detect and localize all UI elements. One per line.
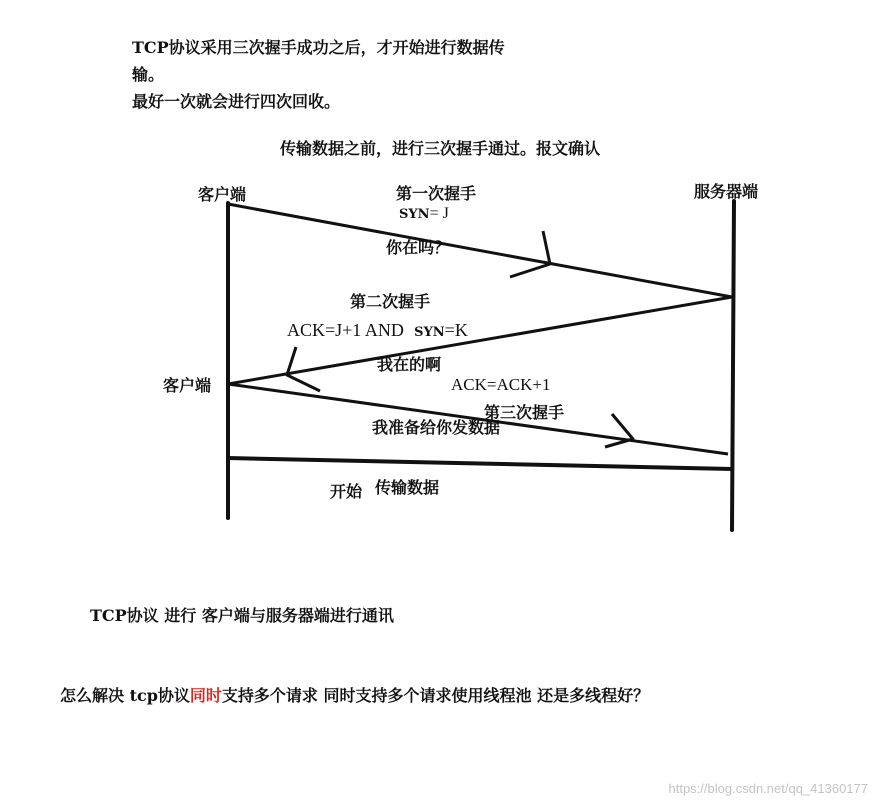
syn-label: SYN [414, 325, 445, 340]
question-highlight: 同时 [189, 686, 222, 705]
watermark: https://blog.csdn.net/qq_41360177 [668, 781, 868, 796]
client-label-mid: 客户端 [163, 376, 212, 395]
diagram-heading: 传输数据之前，进行三次握手通过。报文确认 [280, 139, 601, 158]
second-handshake-ack [287, 321, 468, 340]
transfer-label: 传输数据 [375, 478, 440, 497]
third-handshake-arrowhead [605, 414, 633, 447]
third-handshake-message: 我准备给你发数据 [372, 418, 501, 437]
first-handshake-message: 你在吗？ [386, 238, 451, 257]
intro-line-1: TCP协议采用三次握手成功之后，才开始进行数据传 [132, 38, 505, 57]
intro-line-2: 输。 [132, 65, 165, 84]
server-lifeline [732, 201, 734, 530]
first-handshake-line [228, 204, 732, 297]
summary-text: TCP协议 进行 客户端与服务器端进行通讯 [90, 606, 394, 625]
start-label: 开始 [330, 482, 363, 501]
third-handshake-ack: ACK=ACK+1 [451, 375, 551, 394]
syn-value: =K [444, 320, 468, 340]
syn-label: SYN [399, 207, 430, 222]
question-text [60, 688, 649, 704]
client-label-top: 客户端 [198, 185, 247, 204]
server-label: 服务器端 [694, 182, 759, 201]
question-before: 怎么解决 tcp协议 [60, 686, 190, 705]
syn-value: = J [429, 205, 449, 222]
second-handshake-message: 我在的啊 [377, 355, 442, 374]
second-handshake-title: 第二次握手 [350, 292, 431, 311]
ack-part: ACK=J+1 AND [287, 320, 404, 340]
second-handshake-line [228, 297, 732, 384]
intro-line-3: 最好一次就会进行四次回收。 [132, 92, 341, 111]
first-handshake-title: 第一次握手 [396, 184, 477, 203]
third-handshake-title: 第三次握手 [484, 403, 565, 422]
first-handshake-arrowhead [510, 231, 550, 277]
question-after: 支持多个请求 同时支持多个请求使用线程池 还是多线程好？ [221, 686, 650, 705]
data-transfer-line [228, 458, 732, 469]
first-handshake-syn [399, 205, 449, 222]
